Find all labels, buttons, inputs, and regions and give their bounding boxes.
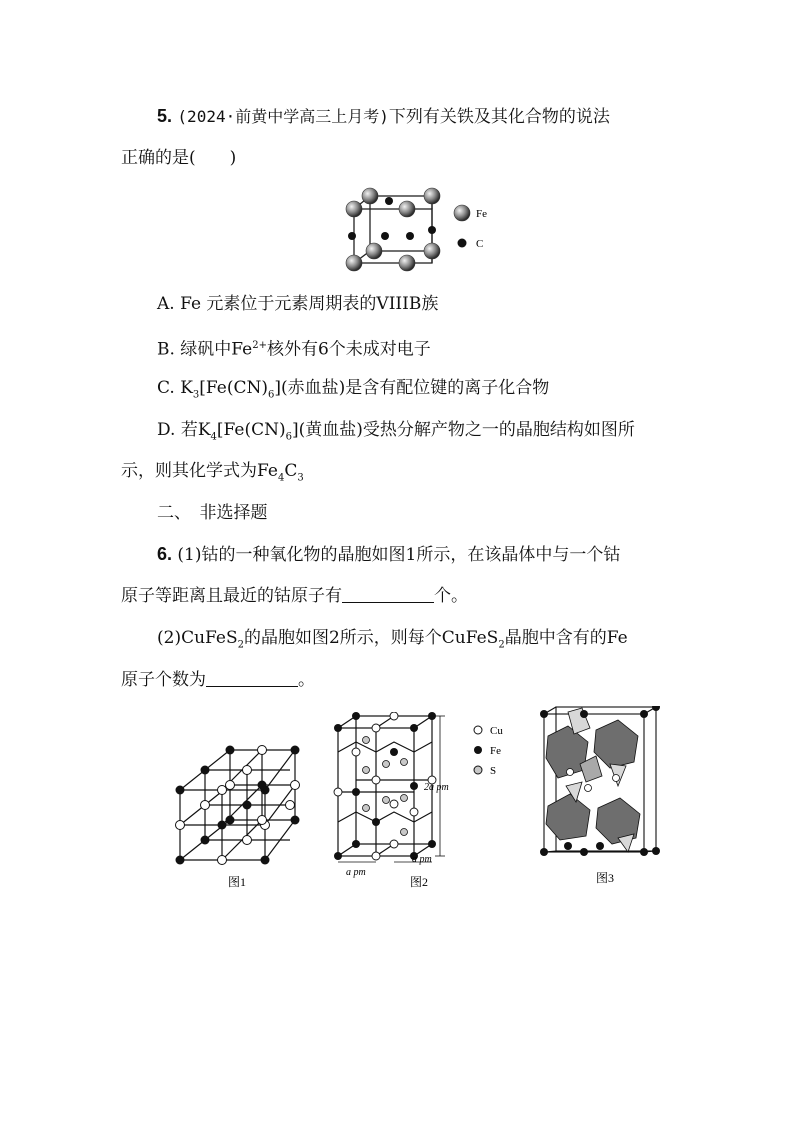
q5-number: 5.	[157, 106, 173, 126]
option-b-pre: B. 绿矾中Fe	[157, 339, 253, 360]
option-d-line2: 示，则其化学式为Fe	[121, 461, 278, 481]
fig2-dim-height: 2a pm	[424, 782, 449, 793]
fe-legend-icon	[454, 205, 470, 221]
option-c-sub2: 6	[268, 389, 275, 401]
option-d-sub3: 4	[277, 472, 285, 484]
q6-number: 6.	[157, 544, 173, 564]
q6-part2-line1	[157, 626, 628, 657]
q5-option-a: A. Fe 元素位于元素周期表的VIIIB族	[157, 294, 439, 314]
fe-c-unit-cell-diagram	[340, 182, 500, 272]
q5-stem2: 正确的是( )	[121, 148, 237, 168]
legend-fe-label: Fe	[476, 208, 487, 220]
fig3-caption: 图3	[596, 871, 615, 885]
answer-blank-1[interactable]	[342, 586, 434, 603]
fig2-caption: 图2	[410, 875, 429, 889]
figure-3-polyhedra-cell	[538, 706, 673, 888]
q6-part2-line2-pre: 原子个数为	[121, 670, 206, 690]
q5-source: (2024·前黄中学高三上月考)	[177, 107, 389, 126]
q6-part2-sub1: 2	[237, 639, 244, 651]
q6-part1-line2	[121, 584, 468, 608]
section-title: 二、 非选择题	[157, 503, 268, 523]
fig1-caption: 图1	[228, 875, 247, 889]
q6-part2-line2	[121, 668, 315, 692]
figure-2-legend	[470, 720, 520, 780]
fig2-legend-s: S	[490, 765, 497, 777]
option-d-c: C	[284, 461, 298, 481]
option-c-mid: [Fe(CN)	[199, 378, 269, 398]
option-c-post: ](赤血盐)是含有配位键的离子化合物	[274, 378, 550, 398]
q6-part2-line2-post: 。	[298, 670, 315, 690]
option-d-sub1: 4	[210, 431, 217, 443]
q6-part1-post: 个。	[434, 586, 468, 606]
option-d-label: D. 若K	[157, 420, 211, 440]
c-legend-icon	[458, 239, 467, 248]
q6-part2-post: 晶胞中含有的Fe	[504, 628, 628, 648]
option-d-post: ](黄血盐)受热分解产物之一的晶胞结构如图所	[292, 420, 635, 440]
q6-part1-line1: (1)钴的一种氧化物的晶胞如图1所示，在该晶体中与一个钴	[177, 545, 621, 565]
s-legend-icon	[474, 766, 482, 774]
q6-part1-pre: 原子等距离且最近的钴原子有	[121, 586, 342, 606]
option-d-sub2: 6	[285, 431, 293, 443]
option-d-sub4: 3	[297, 472, 304, 484]
q5-option-c	[157, 376, 549, 407]
fig2-dim-a1: a pm	[346, 867, 366, 878]
figure-2-cufes2-cell	[332, 712, 472, 890]
q5-option-d-line2	[121, 459, 304, 490]
option-b-post: 核外有6个未成对电子	[266, 339, 431, 360]
q5-line1	[157, 104, 610, 129]
q6-part2-sub2: 2	[498, 639, 505, 651]
answer-blank-2[interactable]	[206, 670, 298, 687]
q5-option-b	[157, 334, 431, 362]
option-b-sup: 2+	[252, 340, 267, 351]
q5-stem1: 下列有关铁及其化合物的说法	[388, 107, 610, 127]
q6-part2-mid: 的晶胞如图2所示，则每个CuFeS	[243, 628, 499, 648]
cu-legend-icon	[474, 726, 482, 734]
fig2-legend-cu: Cu	[490, 725, 503, 737]
option-c-label: C. K	[157, 378, 193, 398]
q6-part2-pre: (2)CuFeS	[157, 628, 238, 648]
fig2-legend-fe: Fe	[490, 745, 501, 757]
fig2-dim-a2: a pm	[412, 854, 432, 865]
option-d-mid: [Fe(CN)	[216, 420, 286, 440]
legend-c-label: C	[476, 238, 484, 250]
q5-option-d	[157, 418, 635, 449]
option-c-sub1: 3	[192, 389, 200, 401]
figure-1-cobalt-oxide-cell	[170, 740, 310, 890]
fe-legend-icon-fig2	[474, 746, 482, 754]
q6-line1	[157, 542, 620, 567]
